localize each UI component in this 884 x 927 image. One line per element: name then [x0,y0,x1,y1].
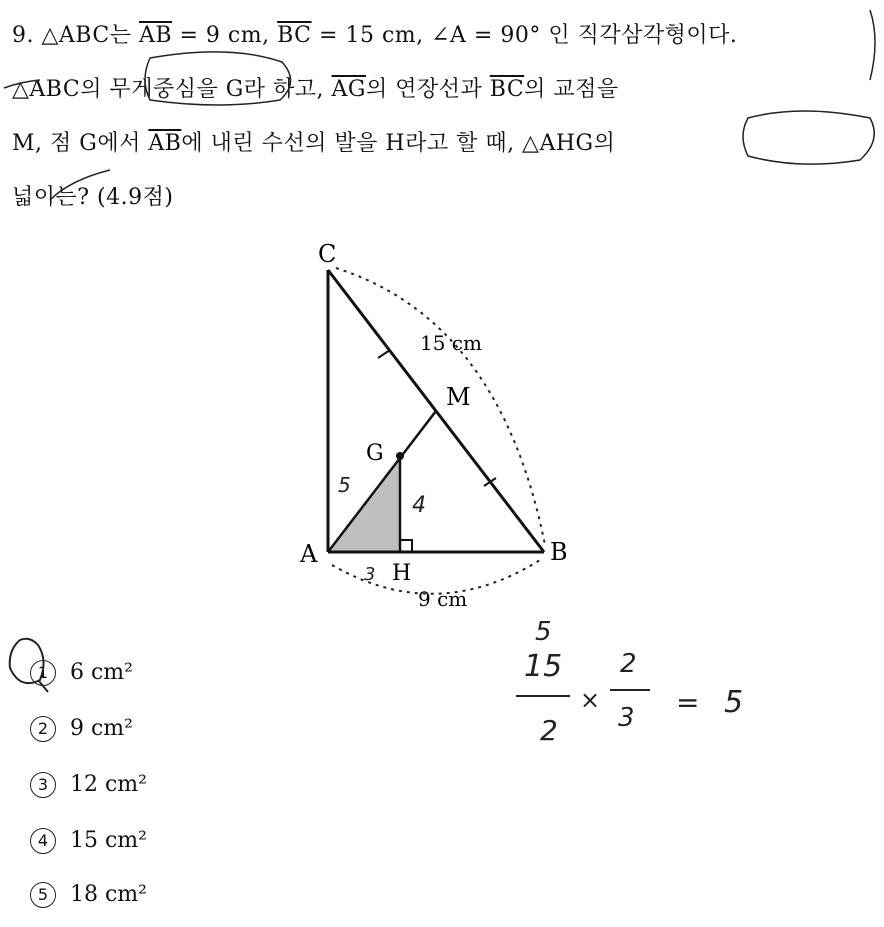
choice-number: 2 [30,716,56,742]
choice-text: 6 cm² [70,660,133,685]
label-a: A [300,540,318,568]
choice-text: 9 cm² [70,716,133,741]
choice-4[interactable] [30,828,147,854]
choice-number: 4 [30,828,56,854]
question-text: = 9 cm, [172,23,278,48]
label-b: B [550,538,568,566]
handwritten-ag-length: 5 [338,473,351,497]
segment-ab: $\overline{AB}$ [148,131,182,156]
choice-text: 18 cm² [70,882,147,907]
label-c: C [318,240,337,268]
question-text: 9. △ABC는 [12,23,139,48]
segment-bc: $\overline{BC}$ [489,77,525,102]
question-text: 의 연장선과 [366,77,490,102]
handwritten-ah-length: 3 [364,564,376,585]
question-line-4: 넓이는? (4.9점) [12,185,174,210]
choice-number: 3 [30,772,56,798]
label-g: G [366,441,384,466]
label-bc-length: 15 cm [420,331,482,355]
handwritten-number: 2 [540,714,558,747]
question-text: 의 교점을 [524,77,619,102]
choice-3[interactable] [30,772,147,798]
handwritten-number: 3 [618,703,635,733]
handwritten-times: × [580,686,601,714]
segment-bc: $\overline{BC}$ [277,23,312,48]
question-text: △ABC의 무게중심을 G라 하고, [12,77,332,102]
handwritten-number: 5 [724,685,744,720]
handwritten-number: 15 [524,649,563,684]
choice-1[interactable] [30,660,133,686]
question-text: 에 내린 수선의 발을 H라고 할 때, △AHG의 [181,131,616,156]
segment-ag: $\overline{AG}$ [331,77,366,102]
label-m: M [446,383,471,411]
choice-5[interactable] [30,882,147,908]
choice-number: 5 [30,882,56,908]
handwritten-number: 2 [620,649,637,679]
choice-text: 12 cm² [70,772,147,797]
segment-ab: $\overline{AB}$ [138,23,173,48]
centroid-point [396,452,404,460]
choice-text: 15 cm² [70,828,147,853]
right-angle-mark [400,540,412,552]
handwritten-gh-length: 4 [412,493,426,518]
choice-2[interactable] [30,716,133,742]
handwritten-number: 5 [535,617,552,647]
question-text: = 15 cm, ∠A = 90° 인 직각삼각형이다. [311,23,738,48]
label-h: H [392,561,412,586]
tick-mark [378,350,390,358]
choice-number: 1 [30,660,56,686]
question-text: M, 점 G에서 [12,131,149,156]
label-ab-length: 9 cm [418,587,468,611]
handwritten-equals: = [676,686,700,719]
